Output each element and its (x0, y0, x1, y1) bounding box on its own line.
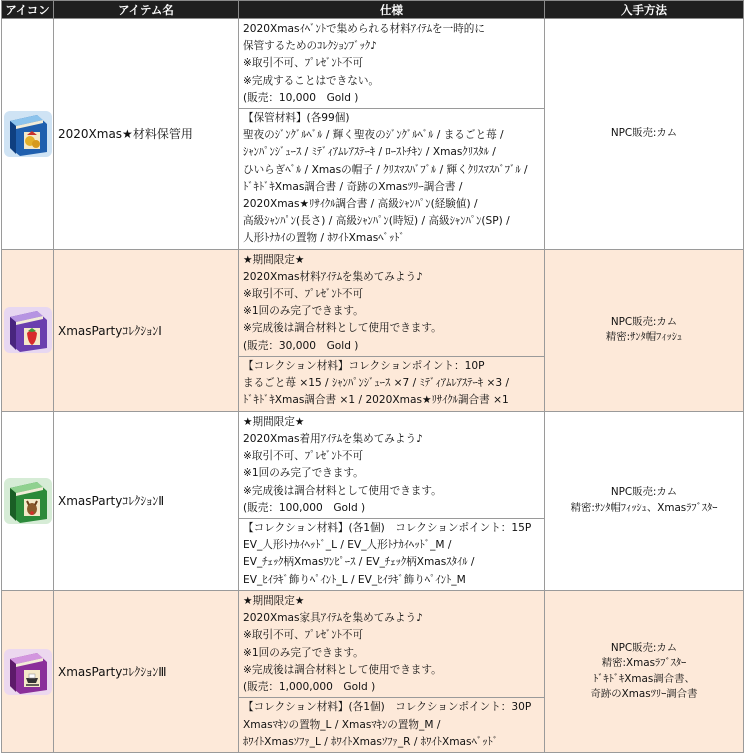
table-row (2, 591, 744, 698)
item-table (1, 0, 744, 753)
table-row (2, 19, 744, 109)
item-spec-summary: ★期間限定★ 2020Xmas家具ｱｲﾃﾑを集めてみよう♪ ※取引不可、ﾌﾟﾚｾﾞﾝﾄ不可 ※1回のみ完了できます。 ※完成後は調合材料として使用できます。 (販売：1,000,000 Gold ) (239, 591, 545, 698)
item-spec-materials: 【保管材料】(各99個) 聖夜のｼﾞﾝｸﾞﾙﾍﾞﾙ / 輝く聖夜のｼﾞﾝｸﾞﾙﾍﾞﾙ / まるごと苺 / ｼｬﾝﾊﾟﾝｼﾞｭｰｽ / ﾐﾃﾞｨｱﾑﾚｱｽﾃｰｷ / ﾛｰｽﾄﾁｷﾝ / Xmasｸﾘｽﾀﾙ / ひいらぎﾍﾞﾙ / Xmasの帽子 / ｸﾘｽﾏｽﾊﾞﾌﾞﾙ / 輝くｸﾘｽﾏｽﾊﾞﾌﾞﾙ / ﾄﾞｷﾄﾞｷXmas調合書 / 奇跡のXmasﾂﾘｰ調合書 / 2020Xmas★ﾘｻｲｸﾙ調合書 / 高級ｼｬﾝﾊﾟﾝ(経験値) / 高級ｼｬﾝﾊﾟﾝ(長さ) / 高級ｼｬﾝﾊﾟﾝ(時短) / 高級ｼｬﾝﾊﾟﾝ(SP) / 人形ﾄﾅｶｲの置物 / ﾎﾜｲﾄXmasﾍﾞｯﾄﾞ (239, 109, 545, 250)
item-spec-summary: 2020Xmasｲﾍﾞﾝﾄで集められる材料ｱｲﾃﾑを一時的に 保管するためのｺﾚｸｼｮﾝﾌﾞｯｸ♪ ※取引不可、ﾌﾟﾚｾﾞﾝﾄ不可 ※完成することはできない。 (販売：10,000 Gold ) (239, 19, 545, 109)
blue-book-with-bell-icon (3, 110, 53, 158)
icon-cell (2, 19, 54, 250)
item-obtain-method: NPC販売:カム 精密:Xmasﾗﾌﾞｽﾀｰ ﾄﾞｷﾄﾞｷXmas調合書、 奇跡のXmasﾂﾘｰ調合書 (545, 591, 744, 753)
item-obtain-method: NPC販売:カム (545, 19, 744, 250)
icon-cell (2, 591, 54, 753)
item-obtain-method: NPC販売:カム 精密:ｻﾝﾀ帽ﾌｨｯｼｭ、Xmasﾗﾌﾞｽﾀｰ (545, 411, 744, 590)
item-name: XmasPartyｺﾚｸｼｮﾝⅡ (54, 411, 239, 590)
header-icon: アイコン (2, 1, 54, 19)
header-item-name: アイテム名 (54, 1, 239, 19)
item-name: XmasPartyｺﾚｸｼｮﾝⅠ (54, 249, 239, 411)
purple-book-with-strawberry-icon (3, 306, 53, 354)
item-spec-summary: ★期間限定★ 2020Xmas材料ｱｲﾃﾑを集めてみよう♪ ※取引不可、ﾌﾟﾚｾﾞﾝﾄ不可 ※1回のみ完了できます。 ※完成後は調合材料として使用できます。 (販売：30,000 Gold ) (239, 249, 545, 356)
icon-cell (2, 249, 54, 411)
item-name: XmasPartyｺﾚｸｼｮﾝⅢ (54, 591, 239, 753)
item-spec-summary: ★期間限定★ 2020Xmas着用ｱｲﾃﾑを集めてみよう♪ ※取引不可、ﾌﾟﾚｾﾞﾝﾄ不可 ※1回のみ完了できます。 ※完成後は調合材料として使用できます。 (販売：100,000 Gold ) (239, 411, 545, 518)
item-spec-materials: 【コレクション材料】(各1個) コレクションポイント：30P Xmasﾏｷﾝの置物_L / Xmasﾏｷﾝの置物_M / ﾎﾜｲﾄXmasｿﾌｧ_L / ﾎﾜｲﾄXmasｿﾌｧ_R / ﾎﾜｲﾄXmasﾍﾞｯﾄﾞ (239, 698, 545, 753)
header-obtain: 入手方法 (545, 1, 744, 19)
table-header-row (2, 1, 744, 19)
item-name: 2020Xmas★材料保管用 (54, 19, 239, 250)
header-spec: 仕様 (239, 1, 545, 19)
table-row (2, 249, 744, 356)
purple-book-with-sleigh-icon (3, 648, 53, 696)
icon-cell (2, 411, 54, 590)
item-spec-materials: 【コレクション材料】コレクションポイント：10P まるごと苺 ×15 / ｼｬﾝﾊﾟﾝｼﾞｭｰｽ ×7 / ﾐﾃﾞｨｱﾑﾚｱｽﾃｰｷ ×3 / ﾄﾞｷﾄﾞｷXmas調合書 ×1 / 2020Xmas★ﾘｻｲｸﾙ調合書 ×1 (239, 356, 545, 411)
green-book-with-reindeer-icon (3, 477, 53, 525)
item-obtain-method: NPC販売:カム 精密:ｻﾝﾀ帽ﾌｨｯｼｭ (545, 249, 744, 411)
item-spec-materials: 【コレクション材料】(各1個) コレクションポイント：15P EV_人形ﾄﾅｶｲﾍｯﾄﾞ_L / EV_人形ﾄﾅｶｲﾍｯﾄﾞ_M / EV_ﾁｪｯｸ柄Xmasﾜﾝﾋﾟｰｽ / EV_ﾁｪｯｸ柄Xmasｽﾀｲﾙ / EV_ﾋｲﾗｷﾞ飾りﾍﾟｲﾝﾄ_L / EV_ﾋｲﾗｷﾞ飾りﾍﾟｲﾝﾄ_M (239, 519, 545, 591)
table-row (2, 411, 744, 518)
